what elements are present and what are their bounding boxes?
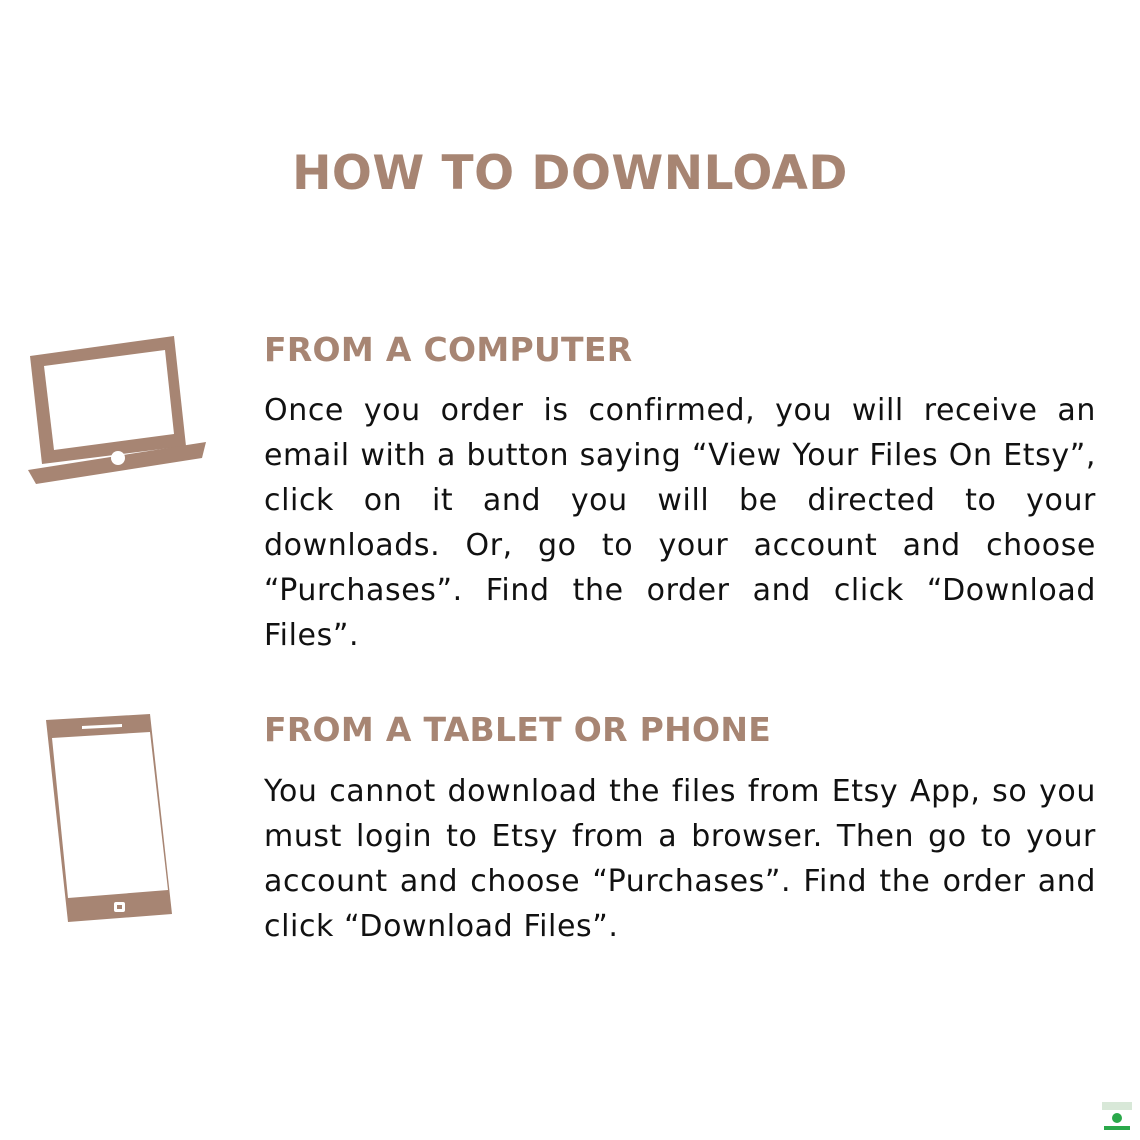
section-body-computer: Once you order is confirmed, you will receive an email with a button saying “View Your Files On Etsy”, click on it and you will be directed to your downloads. Or, go to your account and choose “Purchases”. Find the order and click “Download Files”.: [264, 393, 1096, 653]
section-heading-tablet-phone: FROM A TABLET OR PHONE: [264, 710, 772, 749]
section-body-tablet-phone: You cannot download the files from Etsy App, so you must login to Etsy from a browser. Then go to your account and choose “Purchases”. Find the order and click “Download Files”.: [264, 774, 1096, 944]
page-title: HOW TO DOWNLOAD: [292, 146, 848, 201]
watermark-logo-icon: [1100, 1100, 1134, 1134]
laptop-icon: [26, 334, 210, 486]
phone-icon: [44, 712, 176, 926]
section-heading-computer: FROM A COMPUTER: [264, 330, 633, 369]
